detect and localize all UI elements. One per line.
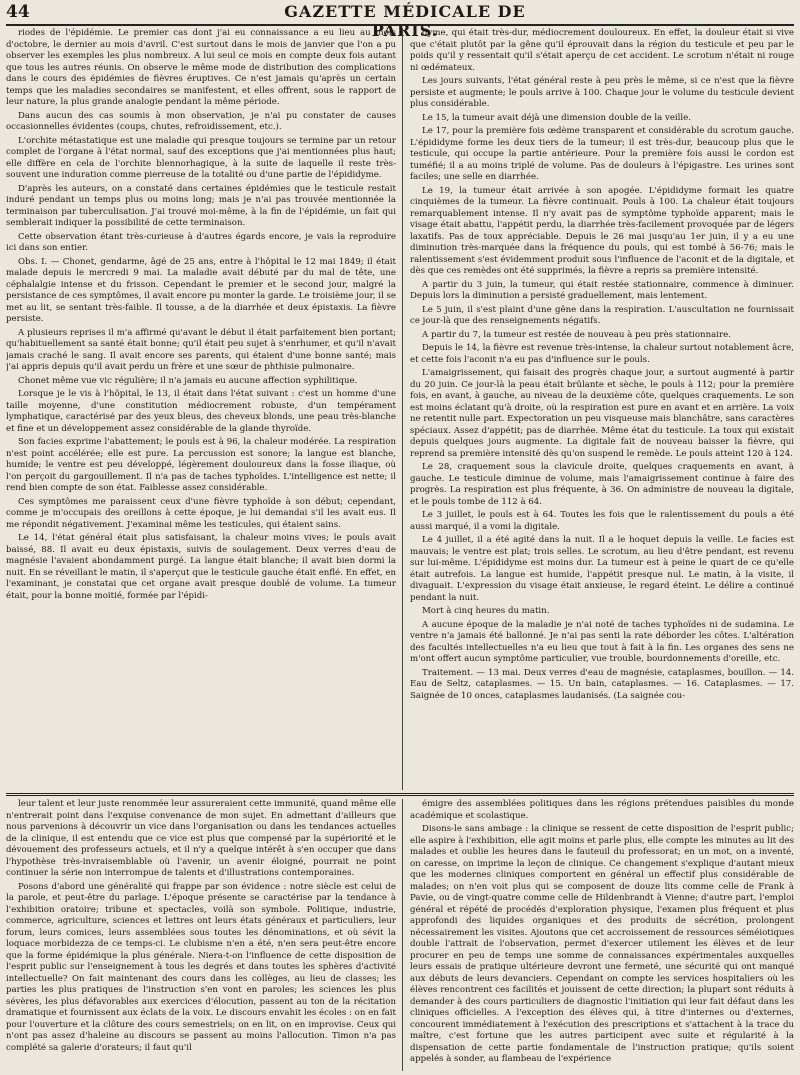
column-top-left [6,28,396,790]
paragraph: leur talent et leur juste renommée leur assureraient cette immunité, quand même elle n'entrerait point dans l'exquise convenance de mon sujet. En admettant d'ailleurs que nous parvenions à découvrir un vice dans l'organisation ou dans les tendances actuelles de la clinique, il est entendu que ce vice est plus que compensé par la supériorité et le dévouement des professeurs actuels, et il n'y a quelque intérêt à s'en occuper que dans l'hypothèse très-invraisemblable où l'avenir, un avenir éloigné, pourrait ne point continuer la série non interrompue de talents et d'illustrations contemporaines. [6,799,396,878]
paragraph: Ces symptômes me paraissent ceux d'une fièvre typhoïde à son début; cependant, comme je m'occupais des oreillons à cette époque, je lui demandai s'il les avait eus. Il me répondit négativement. J'examinai même les testicules, qui étaient sains. [6,496,396,530]
paragraph: Les jours suivants, l'état général reste à peu près le même, si ce n'est que la fièvre persiste et augmente; le pouls arrive à 100. Chaque jour le volume du testicule devient plus considérable. [410,76,794,109]
paragraph: Le 14, l'état général était plus satisfaisant, la chaleur moins vives; le pouls avait baissé, 88. Il avait eu deux épistaxis, suivis de soulagement. Deux verres d'eau de magnésie l'avaient abondamment purgé. La langue était blanche; il avait bien dormi la nuit. En se réveillant le matin, il s'aperçut que le testicule gauche était enflé. En effet, en l'examinant, je constatai que cet organe avait presque doublé de volume. La tumeur était, pour la bonne moitié, formée par l'épidi- [6,533,396,601]
column-top-right [410,28,794,790]
paragraph: A partir du 7, la tumeur est restée de nouveau à peu près stationnaire. [422,329,731,340]
paragraph: A partir du 3 juin, la tumeur, qui était restée stationnaire, commence à diminuer. Depuis lors la diminution a persisté graduellement, mais lentement. [410,279,794,301]
paragraph: Disons-le sans ambage : la clinique se ressent de cette disposition de l'esprit public; elle aspire à l'exhibition, elle agit moins et parle plus, elle compte les minutes au lit des malades et oublie les heures dans le fauteuil du professorat; en un mot, on a inventé, on caresse, on imprime la leçon de clinique. Ce changement s'explique d'autant mieux que les modernes cliniques comportent en général un effectif plus considérable de malades; on n'en voit plus qui se composent de douze lits comme celle de Frank à Pavie, ou de vingt-quatre comme celle de Hildenbrandt à Vienne; d'autre part, l'emploi général et répété de procédés d'exploration physique, l'examen plus fréquent et plus approfondi des liquides organiques et des produits de sécrétion, prolongent nécessairement les visites. Ajoutons que cet accroissement de ressources séméiotiques double l'attrait de l'observation, permet d'exercer utilement les élèves et de leur procurer en peu de temps une somme de connaissances expérimentales auxquelles leurs essais de pratique ultérieure devront une fermeté, une sécurité qui ont manqué aux débuts de leurs devanciers. Cependant on compte les services hospitaliers où les élèves rencontrent ces facilités et jouissent de cette direction; la plupart sont réduits à demander à des cours particuliers de diagnostic l'initiation qui leur fait défaut dans les cliniques officielles. A l'exception des élèves qui, à titre d'internes ou d'externes, concourent immédiatement à l'exécution des prescriptions et s'attachent à la trace du maître, c'est fortune que les autres participent avec suite et régularité à la dispensation de cette partie fondamentale de l'instruction pratique; qu'ils soient appelés à sonder, au flambeau de l'expérience [410,824,794,1064]
header-rule [6,24,794,26]
page-header [0,0,800,40]
paragraph: Posons d'abord une généralité qui frappe par son évidence : notre siècle est celui de la parole, et peut-être du parlage. L'époque présente se caractérise par la tendance à l'exhibition oratoire; tribune et spectacles, voilà son symbole. Politique, industrie, commerce, agriculture, sciences et lettres ont leurs états généraux et particuliers, leur forum, leurs comices, leurs assemblées sous toutes les dénominations, et où sévit la loquace morbidezza de ce temps-ci. Le clubisme n'en a été, n'en sera peut-être encore que la forme épidémique la plus générale. Niera-t-on l'influence de cette disposition de l'esprit public sur l'enseignement à tous les degrés et dans toutes les sphères d'activité intellectuelle? On fait maintenant des cours dans les collèges, au lieu de classes; les parties les plus pratiques de l'instruction s'en vont en paroles; les sciences les plus sévères, les plus défavorables aux exercices d'élocution, passent au ton de la récitation dramatique et fournissent aux éclats de la voix. Le discours envahit les écoles : on en fait pour l'ouverture et la clôture des cours semestriels; on en lit, on en improvise. Ceux qui n'ont pas assez d'haleine au discours se passent au moins l'allocution. Timon n'a pas complété sa galerie d'orateurs; il faut qu'il [6,881,396,1053]
paragraph: Le 4 juillet, il a été agité dans la nuit. Il a le hoquet depuis la veille. Le facies est mauvais; le ventre est plat; trois selles. Le scrotum, au lieu d'être pendant, est revenu sur lui-même. L'épididyme est moins dur. La tumeur est à peine le quart de ce qu'elle était autrefois. La langue est humide, l'appétit presque nul. Le matin, à la visite, il divaguait. L'expression du visage était anxieuse, le regard éteint. Le délire a continué pendant la nuit. [410,535,794,603]
column-bottom-right [410,799,794,1071]
paragraph: A plusieurs reprises il m'a affirmé qu'avant le début il était parfaitement bien portant; qu'habituellement sa santé était bonne; qu'il était peu sujet à s'enrhumer, et qu'il n'avait jamais craché le sang. Il avait encore ses parents, qui étaient d'une bonne santé; mais j'ai appris depuis qu'il avait perdu un frère et une sœur de phthisie pulmonaire. [6,327,396,372]
paragraph: D'après les auteurs, on a constaté dans certaines épidémies que le testicule restait induré pendant un temps plus ou moins long; mais je n'ai pas trouvée mentionnée la terminaison par tuberculisation. J'ai trouvé moi-même, à la fin de l'épidémie, un fait qui semblerait indiquer la possibilité de cette terminaison. [6,183,396,228]
paragraph: Le 17, pour la première fois œdème transparent et considérable du scrotum gauche. L'épididyme forme les deux tiers de la tumeur; il est très-dur, beaucoup plus que le testicule, qui occupe la partie antérieure. Pour la première fois aussi le cordon est tuméfié; il a au moins triplé de volume. Pas de douleurs à l'épigastre. Les urines sont faciles; une selle en diarrhée. [410,126,794,182]
observation-paragraph: Obs. I. — Chonet, gendarme, âgé de 25 ans, entre à l'hôpital le 12 mai 1849; il était malade depuis le mercredi 9 mai. La maladie avait débuté par du mal de tête, une céphalalgie intense et du frisson. Cependant le premier et le second jour, malgré la persistance de ces symptômes, il avait encore pu monter la garde. Le troisième jour, il se met au lit, se sentant très-faible. Il tousse, a de la diarrhée et deux épistaxis. La fièvre persiste. [6,256,396,324]
paragraph: Dans aucun des cas soumis à mon observation, je n'ai pu constater de causes occasionnelles évidentes (coups, chutes, refroidissement, etc.). [6,110,396,132]
paragraph: Cette observation étant très-curieuse à d'autres égards encore, je vais la reproduire ici dans son entier. [6,231,396,253]
paragraph: A aucune époque de la maladie je n'ai noté de taches typhoïdes ni de sudamina. Le ventre n'a jamais été ballonné. Je n'ai pas senti la rate déborder les côtes. L'altération des facultés intellectuelles n'a eu lieu que tout à fait à la fin. Les organes des sens ne m'ont offert aucun symptôme particulier, vue trouble, bourdonnements d'oreille, etc. [410,619,794,664]
treatment-paragraph: Traitement. — 13 mai. Deux verres d'eau de magnésie, cataplasmes, bouillon. — 14. Eau de Seltz, cataplasmes. — 15. Un bain, cataplasmes. — 16. Cataplasmes. — 17. Saignée de 10 onces, cataplasmes laudanisés. (La saignée cou- [410,667,794,701]
paragraph: Le 15, la tumeur avait déjà une dimension double de la veille. [422,112,691,123]
column-bottom-left [6,799,396,1071]
column-divider [402,28,403,790]
paragraph: Le 28, craquement sous la clavicule droite, quelques craquements en avant, à gauche. Le testicule diminue de volume, mais l'amaigrissement continue à faire des progrès. La respiration est plus fréquente, à 36. On administre de nouveau la digitale, et le pouls tombe de 112 à 64. [410,462,794,507]
feuilleton-rule [6,793,794,796]
paragraph: Le 5 juin, il s'est plaint d'une gêne dans la respiration. L'auscultation ne fournissait ce jour-là que des renseignements négatifs. [410,304,794,326]
paragraph: Le 3 juillet, le pouls est à 64. Toutes les fois que le ralentissement du pouls a été aussi marqué, il a vomi la digitale. [410,510,794,532]
column-divider [402,799,403,1071]
paragraph: Le 19, la tumeur était arrivée à son apogée. L'épididyme formait les quatre cinquièmes de la tumeur. La fièvre continuait. Pouls à 100. La chaleur était toujours remarquablement intense. Il n'y avait pas de symptôme typhoïde apparent; mais le visage était abattu, l'appétit perdu, la diarrhée très-facilement provoquée par de légers laxatifs. Pas de toux appréciable. Depuis le 26 mai jusqu'au 1er juin, il y a eu une diminution très-marquée dans la fréquence du pouls, qui est tombé à 56-76; mais le ralentissement s'est évidemment produit sous l'influence de l'aconit et de la digitale, et dès que ces remèdes ont été supprimés, la fièvre a repris sa première intensité. [410,185,794,276]
paragraph: Depuis le 14, la fièvre est revenue très-intense, la chaleur surtout notablement âcre, et cette fois l'aconit n'a eu pas d'influence sur le pouls. [410,343,794,365]
paragraph: Chonet même vue vic régulière; il n'a jamais eu aucune affection syphilitique. [18,375,358,386]
paragraph: dyme, qui était très-dur, médiocrement douloureux. En effet, la douleur était si vive que c'était plutôt par la gêne qu'il éprouvait dans la région du testicule et peu par le poids qu'il y ressentait qu'il s'était aperçu de cet accident. Le scrotum n'était ni rouge ni œdémateux. [410,28,794,73]
paragraph: Lorsque je le vis à l'hôpital, le 13, il était dans l'état suivant : c'est un homme d'une taille moyenne, d'une constitution médiocrement robuste, d'un tempérament lymphatique, caractérisé par des yeux bleus, des cheveux blonds, une peau très-blanche et fine et un développement assez considérable de la glande thyroïde. [6,389,396,434]
paragraph: L'orchite métastatique est une maladie qui presque toujours se termine par un retour complet de l'organe à l'état normal, sauf des exceptions que j'ai mentionnées plus haut; elle diffère en cela de l'orchite blennorhagique, à la suite de laquelle il reste très-souvent une induration comme pierreuse de la totalité ou d'une partie de l'épididyme. [6,135,396,180]
paragraph: émigre des assemblées politiques dans les régions prétendues paisibles du monde académique et scolastique. [410,799,794,821]
paragraph: riodes de l'épidémie. Le premier cas dont j'ai eu connaissance a eu lieu au mois d'octobre, le dernier au mois d'avril. C'est surtout dans le mois de janvier que l'on a pu observer les exemples les plus nombreux. A lui seul ce mois en compte deux fois autant que tous les autres réunis. On observe le même mode de distribution des complications dans le cours des épidémies de fièvres éruptives. Ce n'est jamais qu'après un certain temps que les maladies secondaires se manifestent, et elles offrent, sous le rapport de leur nature, la plus grande analogie pendant la même période. [6,28,396,107]
page-number: 44 [6,2,30,22]
paragraph: Mort à cinq heures du matin. [422,606,550,616]
paragraph: Son facies exprime l'abattement; le pouls est à 96, la chaleur modérée. La respiration n'est point accélérée; elle est pure. La percussion est sonore; la langue est blanche, humide; le ventre est peu développé, légèrement douloureux dans la fosse iliaque, où l'on perçoit du gargouillement. Il n'a pas de taches typhoïdes. L'intelligence est nette; il rend bien compte de son état. Faiblesse assez considérable. [6,437,396,493]
paragraph: L'amaigrissement, qui faisait des progrès chaque jour, a surtout augmenté à partir du 20 juin. Ce jour-là la peau était brûlante et sèche, le pouls à 112; pour la première fois, en avant, à gauche, au niveau de la deuxième côte, quelques craquements. Le son est moins éclatant qu'à droite, où la respiration est pure en avant et en arrière. La voix ne retentit nulle part. Expectoration un peu visqueuse mais blanchâtre, sans caractères spéciaux. Assez d'appétit; pas de diarrhée. Même état du testicule. La toux qui existait depuis quelques jours augmente. La digitale fait de nouveau baisser la fièvre, qui reprend sa première intensité dès qu'on suspend le remède. Le pouls atteint 120 à 124. [410,368,794,459]
running-title: GAZETTE MÉDICALE DE PARIS. [284,2,526,40]
